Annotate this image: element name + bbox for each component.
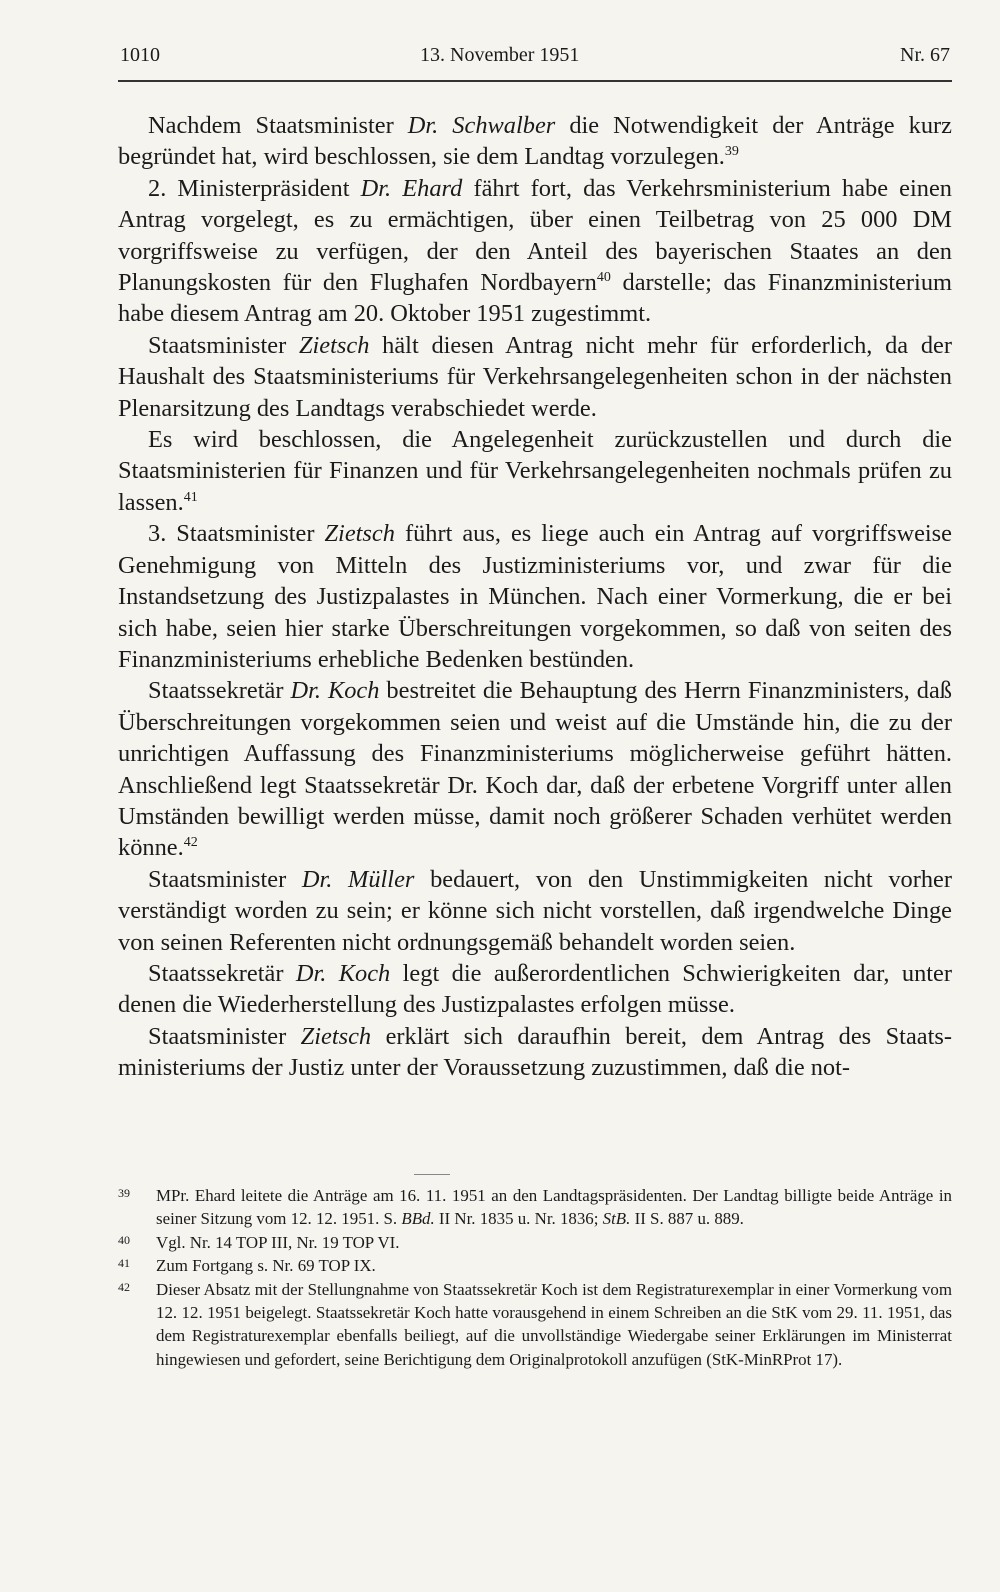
footnote-number: 40 bbox=[118, 1232, 130, 1247]
footnote-separator bbox=[414, 1174, 450, 1175]
page-number: 1010 bbox=[120, 44, 160, 66]
footnote-ref: 40 bbox=[596, 270, 611, 286]
footnote-number: 39 bbox=[118, 1186, 130, 1200]
footnote: 42 Dieser Absatz mit der Stellungnahme von Staatssekretär Koch ist dem Registraturexemplar in einer Vormerkung vom 12. 12. 1951 beigelegt. Staatssekretär Koch hatte vorausgehend in einem Schreiben an die StK vom 29. 11. 1951, das dem Registraturexemplar ebenfalls beiliegt, auf die unvollständige Wiedergabe seiner Erklärungen im Ministerrat hingewiesen und gefordert, seine Berichtigung dem Originalprotokoll anzufügen (StK-MinRProt 17). bbox=[118, 1278, 952, 1372]
paragraph: Staatssekretär Dr. Koch legt die außerordentlichen Schwierigkeiten dar, unter denen die Wiederherstellung des Justizpalastes erfolgen müsse. bbox=[118, 959, 952, 1019]
footnote: 41 Zum Fortgang s. Nr. 69 TOP IX. bbox=[118, 1254, 952, 1277]
footnote-ref: 42 bbox=[183, 835, 198, 851]
document-number: Nr. 67 bbox=[900, 44, 950, 66]
person-name: Zietsch bbox=[324, 520, 395, 548]
paragraph: Nachdem Staatsminister Dr. Schwalber die Notwendigkeit der Anträge kurz begründet hat, wird beschlossen, sie dem Landtag vorzulegen.$^{39}$ bbox=[118, 112, 952, 171]
footnote-ref: 39 bbox=[724, 144, 739, 160]
paragraph: Es wird beschlossen, die Angelegenheit zurückzustellen und durch die Staatsministerien für Finanzen und für Verkehrsangelegenheiten nochmals prüfen zu lassen.$^{41}$ bbox=[118, 426, 952, 516]
paragraph: 2. Ministerpräsident Dr. Ehard fährt fort, das Verkehrsministerium habe einen Antrag vorgelegt, es zu ermächtigen, über einen Teilbetrag von 25 000 DM vorgriffsweise zu verfügen, der den Anteil des bayerischen Staates an den Planungskosten für den Flughafen Nordbayern$^{40}$ darstelle; das Finanzministerium habe diesem Antrag am 20. Oktober 1951 zugestimmt. bbox=[118, 174, 953, 328]
footnote: 40 Vgl. Nr. 14 TOP III, Nr. 19 TOP VI. bbox=[118, 1231, 952, 1254]
header-rule bbox=[118, 80, 952, 82]
person-name: Dr. Koch bbox=[295, 959, 391, 987]
paragraph: Staatsminister Zietsch erklärt sich daraufhin bereit, dem Antrag des Staatsministeriums der Justiz unter der Voraussetzung zuzustimmen, daß die not- bbox=[118, 1022, 952, 1082]
person-name: Dr. Koch bbox=[290, 677, 380, 705]
person-name: Dr. Müller bbox=[301, 865, 415, 893]
running-head bbox=[120, 44, 950, 74]
footnote-number: 42 bbox=[118, 1279, 130, 1294]
footnote-number: 41 bbox=[118, 1256, 130, 1271]
person-name: Zietsch bbox=[298, 331, 370, 359]
paragraph: Staatsminister Zietsch hält diesen Antrag nicht mehr für erforderlich, da der Haushalt des Staatsministeriums für Verkehrsangelegenheiten schon in der nächsten Plenarsitzung des Landtags verabschiedet werde. bbox=[118, 331, 952, 422]
person-name: Dr. Ehard bbox=[360, 174, 463, 202]
header-date: 13. November 1951 bbox=[420, 44, 580, 66]
paragraph: Staatsminister Dr. Müller bedauert, von den Unstimmigkeiten nicht vorher verständigt worden zu sein; er könne sich nicht vorstellen, daß irgendwelche Dinge von seinen Referenten nicht ordnungsgemäß behandelt worden seien. bbox=[118, 865, 952, 956]
person-name: Dr. Schwalber bbox=[407, 112, 556, 139]
body-text bbox=[118, 110, 952, 1084]
source-abbrev: StB. bbox=[602, 1209, 631, 1229]
footnote: 39 MPr. Ehard leitete die Anträge am 16. 11. 1951 an den Landtagspräsidenten. Der Landtag billigte beide Anträge in seiner Sitzung vom 12. 12. 1951. S. BBd. II Nr. 1835 u. Nr. 1836; StB. II S. 887 u. 889. bbox=[118, 1184, 952, 1231]
footnote-ref: 41 bbox=[183, 489, 198, 505]
source-abbrev: BBd. bbox=[401, 1209, 435, 1229]
paragraph: Staatssekretär Dr. Koch bestreitet die Behauptung des Herrn Finanzministers, daß Überschreitungen vorgekommen seien und weist auf die Umstände hin, die zu der unrichtigen Auffassung des Finanzministeriums möglicherweise geführt hätten. Anschließend legt Staatssekretär Dr. Koch dar, daß der erbetene Vorgriff unter allen Umständen bewilligt werden müsse, damit noch größerer Schaden verhütet werden könne.$^{42}$ bbox=[118, 677, 952, 862]
footnotes bbox=[118, 1184, 952, 1371]
person-name: Zietsch bbox=[300, 1022, 372, 1050]
paragraph: 3. Staatsminister Zietsch führt aus, es liege auch ein Antrag auf vorgriffsweise Genehmigung von Mitteln des Justizministeriums vor, und zwar für die Instandsetzung des Justizpalastes in München. Nach einer Vormerkung, die er bei sich habe, seien hier starke Überschreitungen vorgekommen, so daß von seiten des Finanzministeriums erhebliche Bedenken bestünden. bbox=[118, 520, 952, 673]
